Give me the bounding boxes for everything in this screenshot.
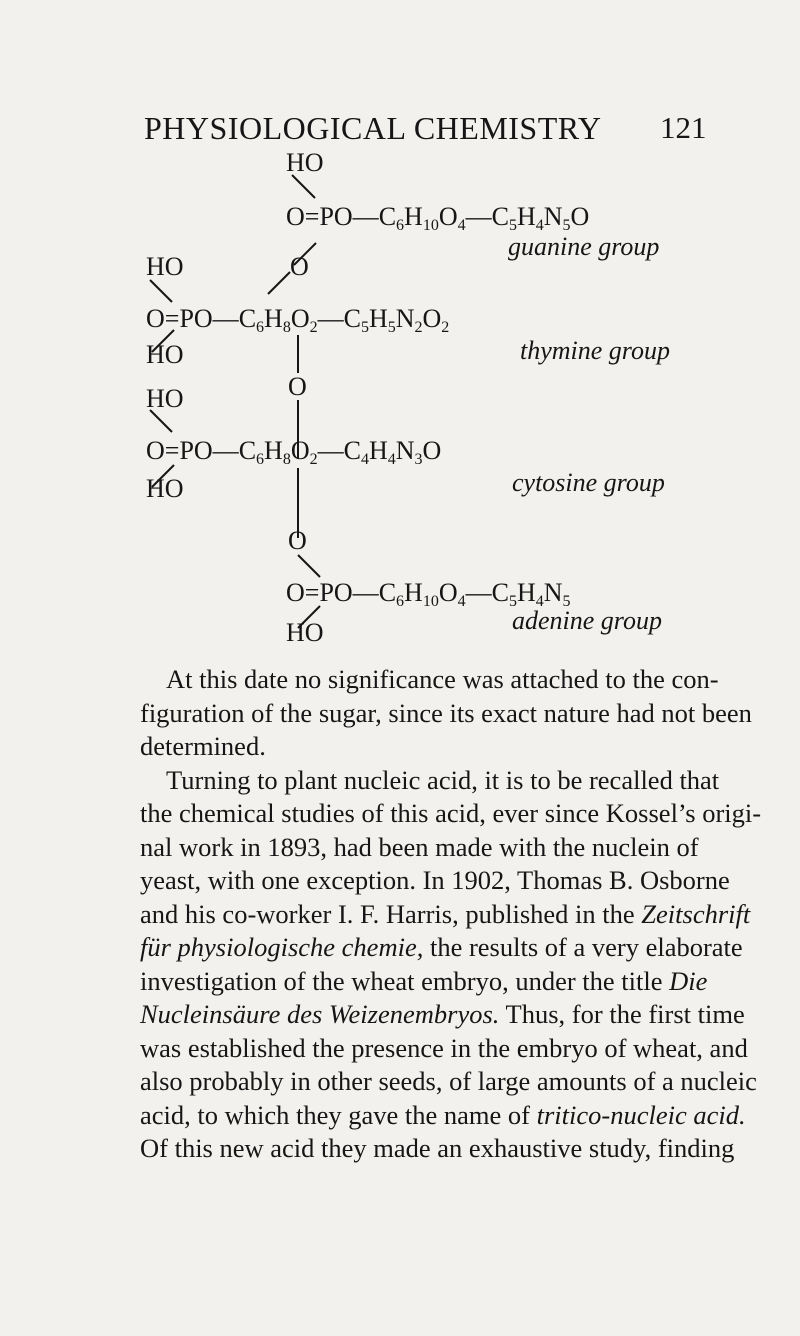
page-number: 121 <box>660 110 707 145</box>
formula-cytosine-row: $O=PO—C_6H_8O_2—C_4H_4N_3O$ <box>146 436 442 468</box>
paragraph-2-line: investigation of the wheat embryo, under the title Die <box>140 965 708 996</box>
formula-o-link-1: O <box>288 372 307 401</box>
formula-ho-cytosine: HO <box>146 384 184 413</box>
acid-name: tritico-nucleic acid. <box>536 1099 746 1130</box>
paragraph-2-line: acid, to which they gave the name of tritico-nucleic acid. <box>140 1099 746 1130</box>
paragraph-2-line: was established the presence in the embryo of wheat, and <box>140 1032 748 1063</box>
paragraph-2-line: Of this new acid they made an exhaustive study, finding <box>140 1133 735 1163</box>
paragraph-2-line: Turning to plant nucleic acid, it is to be recalled that <box>166 764 720 795</box>
page-header-title: PHYSIOLOGICAL CHEMISTRY <box>144 110 602 146</box>
bond-ho-thymine <box>150 280 172 302</box>
formula-ho-thymine: HO <box>146 252 184 281</box>
paragraph-2-line: the chemical studies of this acid, ever since Kossel’s origi- <box>140 798 762 828</box>
formula-adenine-row: $O=PO—C_6H_{10}O_4—C_5H_4N_5$ <box>286 578 571 610</box>
paragraph-2-line: also probably in other seeds, of large amounts of a nucleic <box>140 1066 757 1096</box>
bond-o-adenine <box>298 555 320 577</box>
formula-ho-adenine: HO <box>286 618 324 647</box>
thymine-group-label: thymine group <box>520 336 670 365</box>
nucleic-acid-formula <box>0 0 800 650</box>
cytosine-group-label: cytosine group <box>512 468 665 497</box>
paragraph-2-line: and his co-worker I. F. Harris, published in the Zeitschrift <box>140 898 751 929</box>
po-group: O=PO— <box>286 202 379 231</box>
journal-title: Zeitschrift <box>641 898 751 929</box>
formula-o-link-2: O <box>288 526 307 555</box>
formula-thymine-row: $O=PO—C_6H_8O_2—C_5H_5N_2O_2$ <box>146 304 450 336</box>
formula-guanine-row: $O=PO—C_6H_{10}O_4—C_5H_4N_5O$ <box>286 202 590 234</box>
formula-o-thymine: O <box>290 252 309 281</box>
formula-ho2-thymine: HO <box>146 340 184 369</box>
paragraph-1-line: At this date no significance was attached to the con- <box>166 664 719 694</box>
bond-o-thymine <box>268 272 290 294</box>
bond-ho-guanine <box>292 175 315 198</box>
paragraph-2-line: nal work in 1893, had been made with the nuclein of <box>140 831 699 862</box>
formula-ho2-cytosine: HO <box>146 474 184 503</box>
paragraph-2-line: yeast, with one exception. In 1902, Thomas B. Osborne <box>140 865 730 895</box>
body-text <box>140 663 762 1166</box>
paragraph-2-line: für physiologische chemie, the results of a very elaborate <box>140 932 743 962</box>
paragraph-2-line: Nucleinsäure des Weizenembryos. Thus, for the first time <box>140 999 745 1029</box>
paragraph-1-line: figuration of the sugar, since its exact nature had not been <box>140 697 752 728</box>
journal-title-cont: für physiologische chemie, <box>140 932 424 962</box>
article-title: Die <box>669 965 708 996</box>
adenine-group-label: adenine group <box>512 606 662 635</box>
formula-ho-guanine: HO <box>286 148 324 177</box>
article-title-cont: Nucleinsäure des Weizenembryos. <box>140 999 500 1029</box>
guanine-group-label: guanine group <box>508 232 660 261</box>
paragraph-1-line: determined. <box>140 731 266 761</box>
